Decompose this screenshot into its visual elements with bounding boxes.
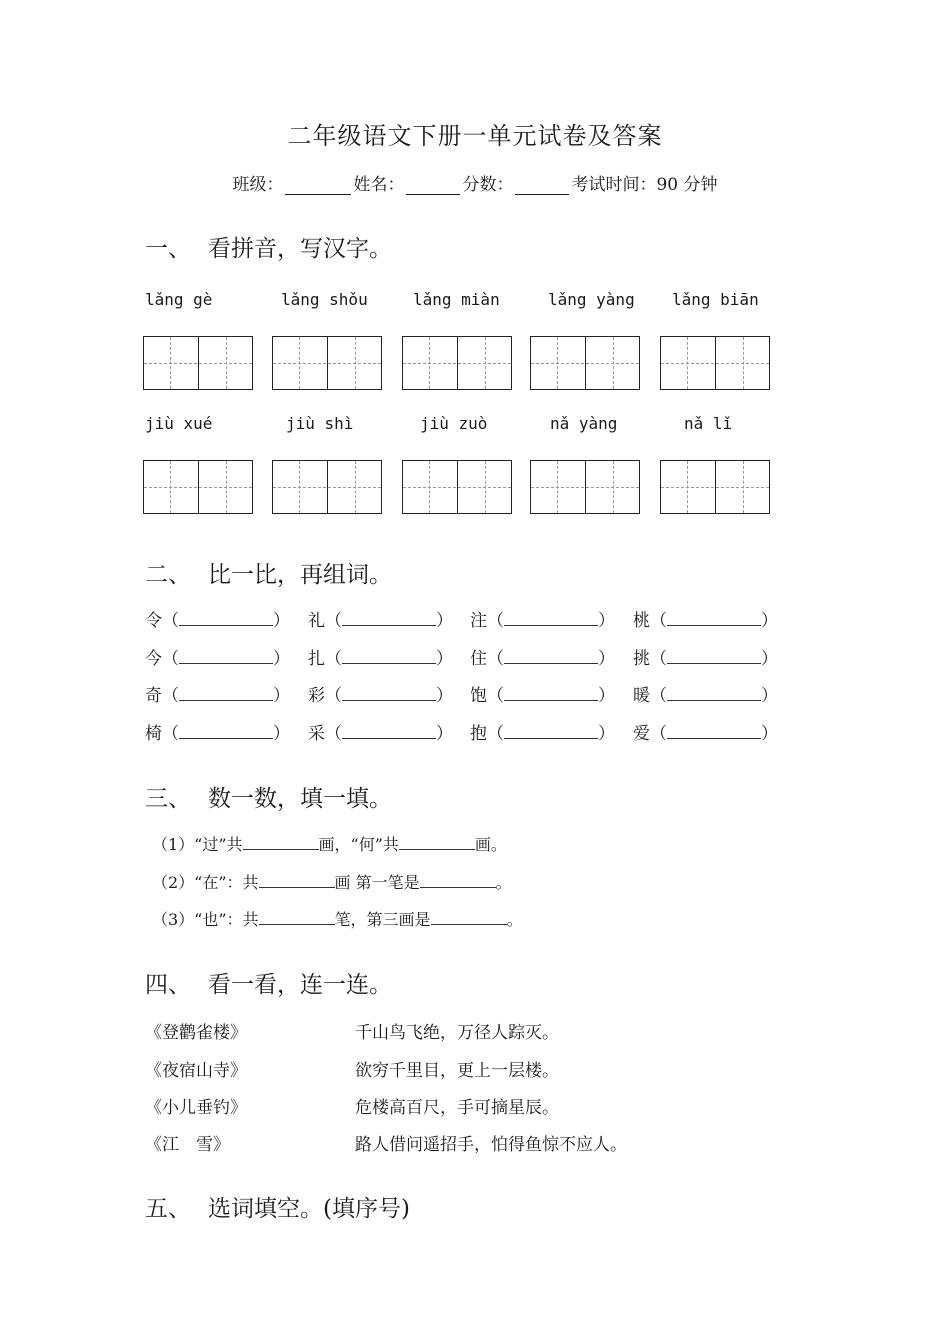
poem-title[interactable]: 《登鹳雀楼》 [145, 1023, 247, 1043]
writing-grid[interactable] [272, 336, 382, 390]
compare-item: 今（ ） [145, 649, 290, 669]
compare-item: 挑（ ） [633, 649, 778, 669]
poem-line[interactable]: 千山鸟飞绝，万径人踪灭。 [355, 1023, 559, 1043]
compare-item: 礼（ ） [308, 611, 453, 631]
pinyin: lǎng shǒu [281, 290, 368, 309]
compare-item: 注（ ） [470, 611, 615, 631]
count-question-3: （3）“也”：共 笔，第三画是 。 [152, 910, 523, 929]
writing-grid[interactable] [143, 336, 253, 390]
compare-item: 住（ ） [470, 649, 615, 669]
section-2-heading: 二、 比一比，再组词。 [145, 562, 392, 588]
pinyin: lǎng gè [145, 290, 213, 309]
compare-item: 采（ ） [308, 724, 453, 744]
poem-title[interactable]: 《江 雪》 [145, 1135, 230, 1155]
compare-item: 饱（ ） [470, 686, 615, 706]
pinyin: nǎ yàng [550, 414, 618, 433]
compare-item: 令（ ） [145, 611, 290, 631]
section-5-heading: 五、 选词填空。(填序号) [145, 1196, 410, 1222]
compare-item: 暖（ ） [633, 686, 778, 706]
writing-grid[interactable] [143, 460, 253, 514]
name-label: 姓名： [353, 175, 405, 195]
section-3-heading: 三、 数一数，填一填。 [145, 786, 392, 812]
writing-grid[interactable] [530, 336, 640, 390]
count-question-2: （2）“在”：共 画 第一笔是 。 [152, 873, 512, 892]
compare-item: 椅（ ） [145, 724, 290, 744]
writing-grid[interactable] [660, 460, 770, 514]
class-blank[interactable] [285, 176, 351, 195]
time-label: 考试时间：90 分钟 [571, 175, 718, 195]
writing-grid[interactable] [530, 460, 640, 514]
compare-item: 彩（ ） [308, 686, 453, 706]
pinyin: jiù zuò [420, 414, 488, 433]
poem-line[interactable]: 危楼高百尺，手可摘星辰。 [355, 1098, 559, 1118]
compare-item: 爱（ ） [633, 724, 778, 744]
section-1-heading: 一、 看拼音，写汉字。 [145, 236, 392, 262]
poem-title[interactable]: 《小儿垂钓》 [145, 1098, 247, 1118]
pinyin: lǎng yàng [548, 290, 635, 309]
student-info [0, 170, 950, 195]
section-4-heading: 四、 看一看，连一连。 [145, 972, 392, 998]
writing-grid[interactable] [272, 460, 382, 514]
pinyin: jiù xué [145, 414, 213, 433]
page-title: 二年级语文下册一单元试卷及答案 [287, 122, 663, 150]
score-label: 分数： [462, 175, 514, 195]
pinyin: lǎng biān [672, 290, 759, 309]
poem-line[interactable]: 欲穷千里目，更上一层楼。 [355, 1061, 559, 1081]
writing-grid[interactable] [402, 460, 512, 514]
compare-item: 抱（ ） [470, 724, 615, 744]
compare-item: 桃（ ） [633, 611, 778, 631]
poem-line[interactable]: 路人借问遥招手，怕得鱼惊不应人。 [355, 1135, 627, 1155]
poem-title[interactable]: 《夜宿山寺》 [145, 1061, 247, 1081]
compare-item: 奇（ ） [145, 686, 290, 706]
count-question-1: （1）“过”共 画，“何”共 画。 [152, 835, 507, 854]
writing-grid[interactable] [402, 336, 512, 390]
compare-item: 扎（ ） [308, 649, 453, 669]
name-blank[interactable] [406, 176, 460, 195]
writing-grid[interactable] [660, 336, 770, 390]
pinyin: jiù shì [286, 414, 354, 433]
score-blank[interactable] [515, 176, 569, 195]
pinyin: nǎ lǐ [684, 414, 733, 433]
pinyin: lǎng miàn [413, 290, 500, 309]
class-label: 班级： [232, 175, 284, 195]
